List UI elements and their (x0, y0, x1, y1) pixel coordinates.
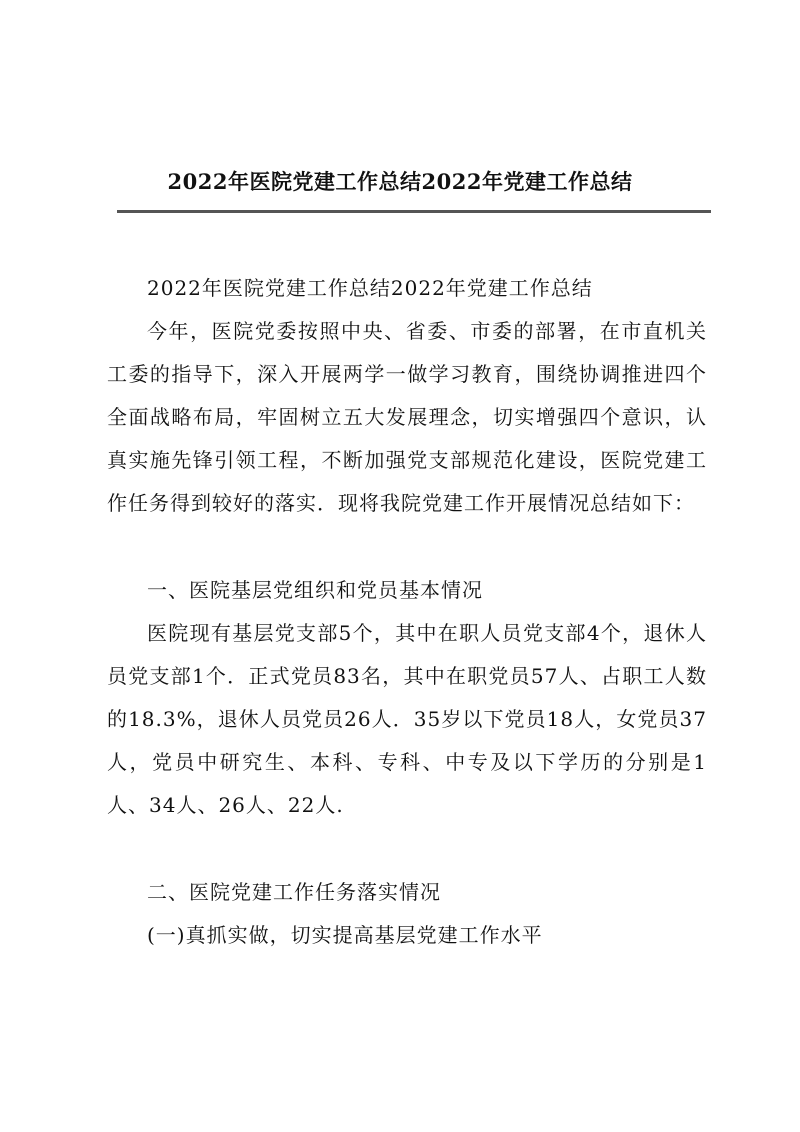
document-body (107, 267, 707, 957)
section-1-body: 医院现有基层党支部5个，其中在职人员党支部4个，退休人员党支部1个．正式党员83名，其中在职党员57人、占职工人数的18.3%，退休人员党员26人．35岁以下党员18人，女党员37人，党员中研究生、本科、专科、中专及以下学历的分别是1人、34人、26人、22人. (107, 621, 707, 817)
section-1-heading: 一、医院基层党组织和党员基本情况 (147, 578, 483, 602)
paragraph-spacer (107, 827, 707, 871)
intro-paragraph: 今年，医院党委按照中央、省委、市委的部署，在市直机关工委的指导下，深入开展两学一做学习教育，围绕协调推进四个全面战略布局，牢固树立五大发展理念，切实增强四个意识，认真实施先锋引领工程，不断加强党支部规范化建设，医院党建工作任务得到较好的落实．现将我院党建工作开展情况总结如下： (107, 319, 707, 515)
title-divider (117, 210, 711, 213)
section-2-subheading: (一)真抓实做，切实提高基层党建工作水平 (147, 923, 543, 947)
section-2-heading: 二、医院党建工作任务落实情况 (147, 880, 441, 904)
paragraph-spacer (107, 525, 707, 569)
subtitle-paragraph: 2022年医院党建工作总结2022年党建工作总结 (147, 276, 593, 300)
page-title: 2022年医院党建工作总结2022年党建工作总结 (167, 169, 633, 194)
